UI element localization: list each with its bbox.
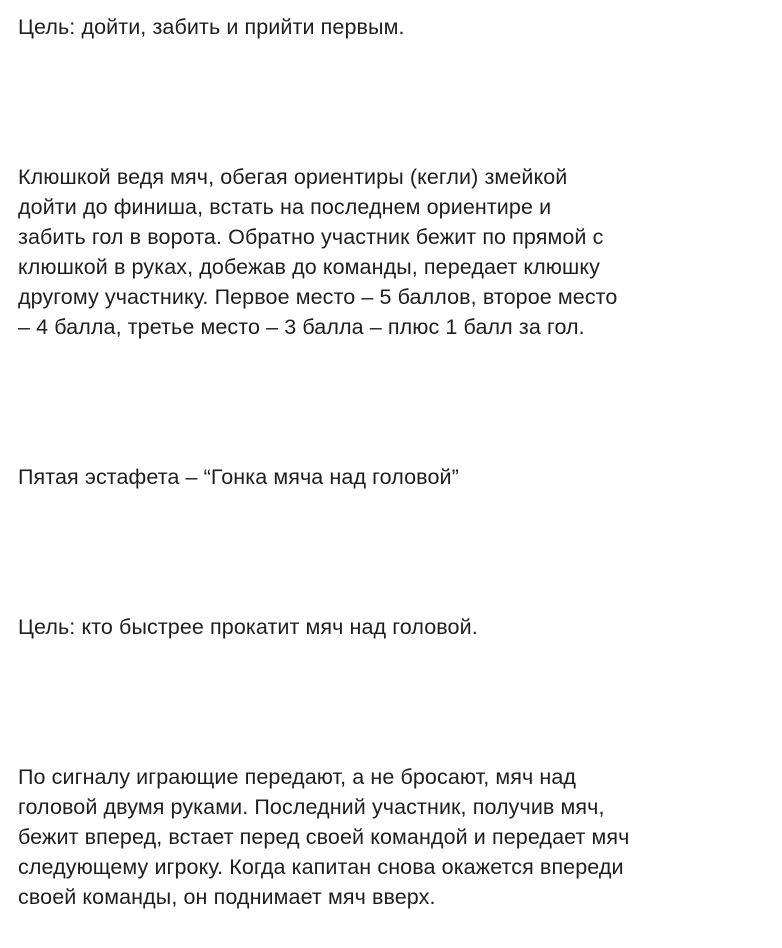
text-line: Пятая эстафета – “Гонка мяча над головой” <box>18 465 459 489</box>
goal-paragraph-2 <box>18 612 478 642</box>
relay-heading <box>18 462 459 492</box>
text-line: головой двумя руками. Последний участник, получив мяч, <box>18 795 605 819</box>
text-line: бежит вперед, встает перед своей командой и передает мяч <box>18 825 630 849</box>
text-line: По сигналу играющие передают, а не бросают, мяч над <box>18 765 577 789</box>
text-line: – 4 балла, третье место – 3 балла – плюс 1 балл за гол. <box>18 315 585 339</box>
text-line: клюшкой в руках, добежав до команды, передает клюшку <box>18 255 600 279</box>
text-line: следующему игроку. Когда капитан снова окажется впереди <box>18 855 624 879</box>
rules-paragraph-2 <box>18 762 629 912</box>
text-line: забить гол в ворота. Обратно участник бежит по прямой с <box>18 225 604 249</box>
rules-paragraph-1 <box>18 162 617 342</box>
text-line: своей команды, он поднимает мяч вверх. <box>18 885 436 909</box>
text-line: дойти до финиша, встать на последнем ориентире и <box>18 195 552 219</box>
text-line: Клюшкой ведя мяч, обегая ориентиры (кегли) змейкой <box>18 165 568 189</box>
text-line: другому участнику. Первое место – 5 баллов, второе место <box>18 285 618 309</box>
goal-paragraph-1 <box>18 12 405 42</box>
text-line: Цель: дойти, забить и прийти первым. <box>18 15 405 39</box>
text-line: Цель: кто быстрее прокатит мяч над головой. <box>18 615 478 639</box>
